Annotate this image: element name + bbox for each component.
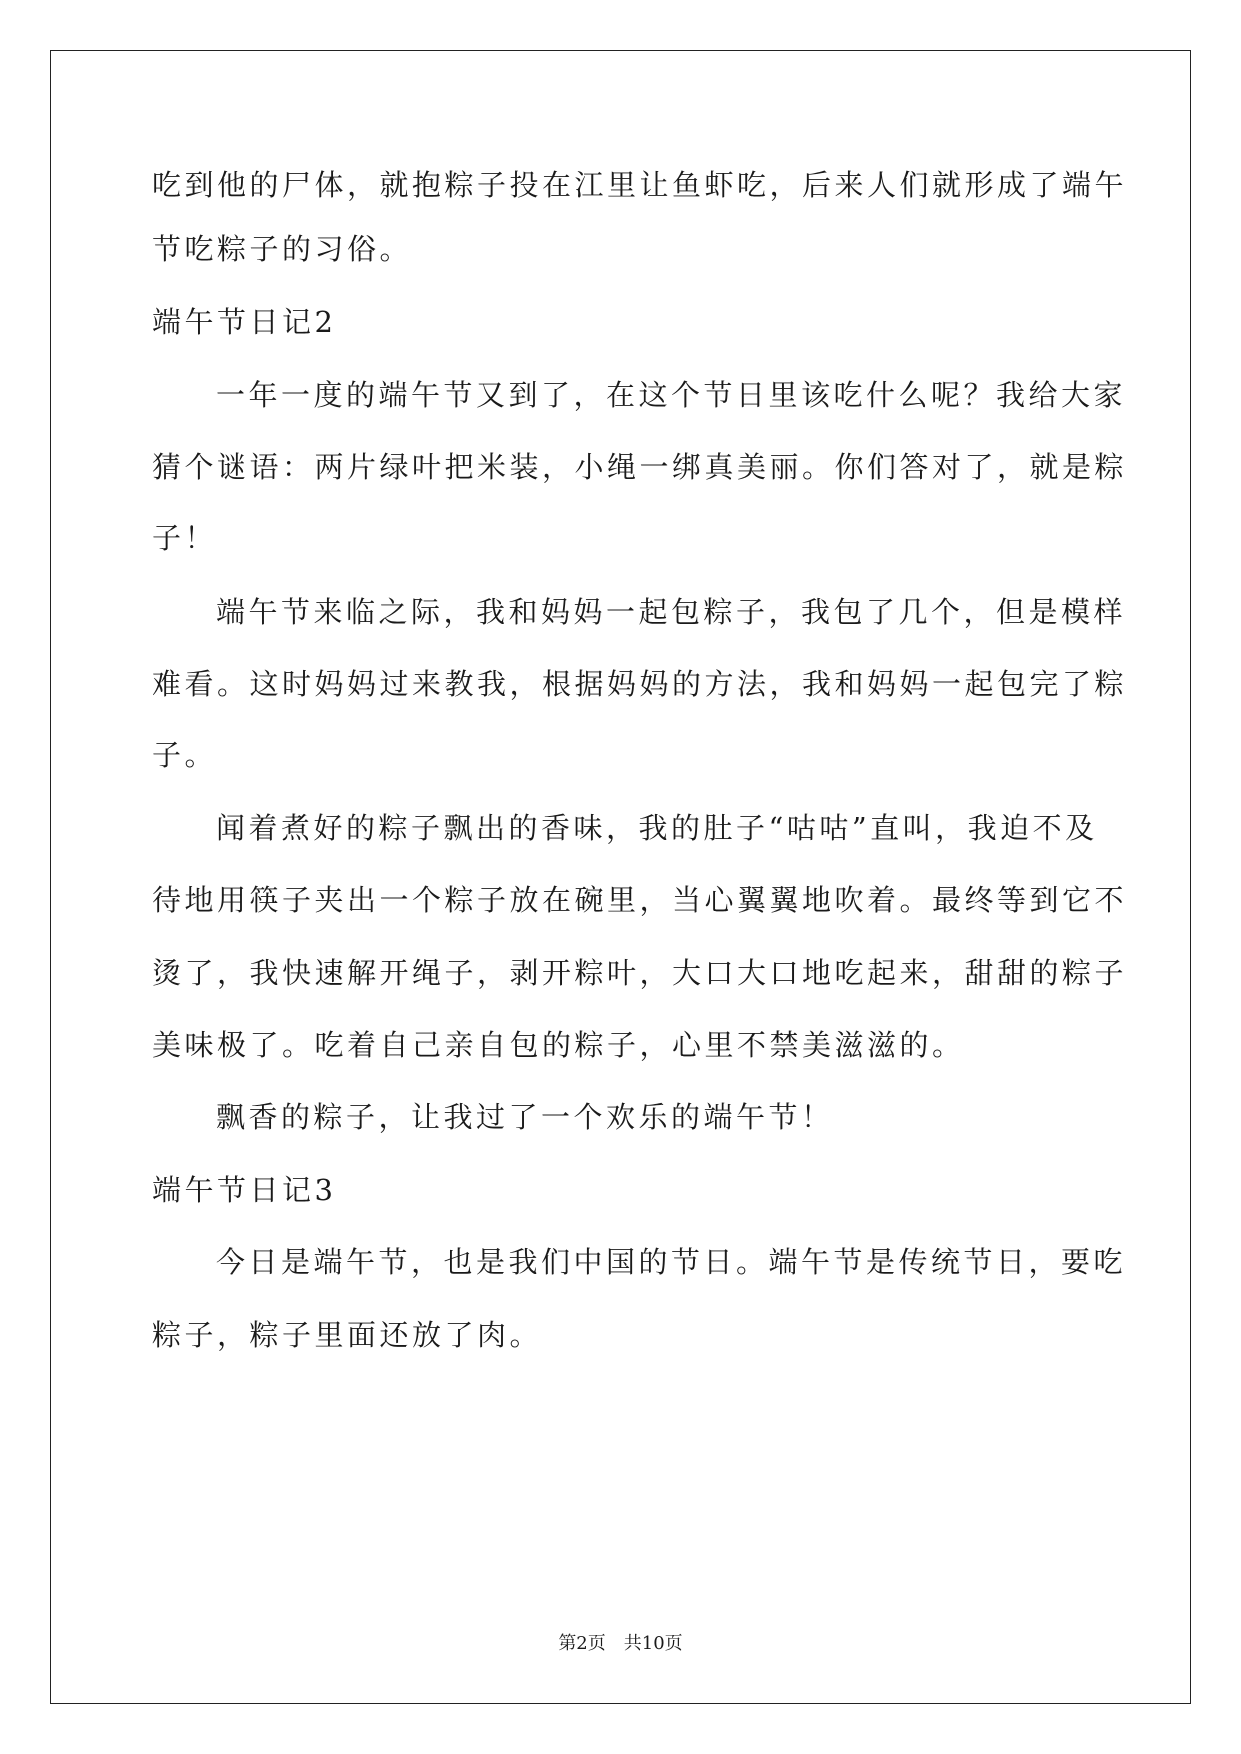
paragraph-line: 猜个谜语：两片绿叶把米装，小绳一绑真美丽。你们答对了，就是粽 [152,450,1128,484]
page-border [50,50,1191,1704]
section-heading: 端午节日记2 [152,305,337,339]
paragraph-line: 节吃粽子的习俗。 [152,232,413,266]
page-total: 共10页 [623,1633,683,1654]
paragraph-line: 子。 [152,738,218,772]
paragraph-line: 粽子，粽子里面还放了肉。 [152,1318,543,1352]
paragraph-line: 闻着煮好的粽子飘出的香味，我的肚子“咕咕”直叫，我迫不及 [216,811,1098,845]
page-footer [0,1632,1241,1656]
section-heading: 端午节日记3 [152,1173,337,1207]
page-number: 第2页 [558,1633,606,1654]
paragraph-line: 难看。这时妈妈过来教我，根据妈妈的方法，我和妈妈一起包完了粽 [152,667,1128,701]
paragraph-line: 飘香的粽子，让我过了一个欢乐的端午节！ [216,1100,834,1134]
paragraph-line: 美味极了。吃着自己亲自包的粽子，心里不禁美滋滋的。 [152,1028,965,1062]
paragraph-line: 今日是端午节，也是我们中国的节日。端午节是传统节日，要吃 [216,1245,1127,1279]
paragraph-line: 端午节来临之际，我和妈妈一起包粽子，我包了几个，但是模样 [216,595,1127,629]
paragraph-line: 吃到他的尸体，就抱粽子投在江里让鱼虾吃，后来人们就形成了端午 [152,168,1128,202]
paragraph-line: 待地用筷子夹出一个粽子放在碗里，当心翼翼地吹着。最终等到它不 [152,883,1128,917]
paragraph-line: 子！ [152,521,218,555]
paragraph-line: 烫了，我快速解开绳子，剥开粽叶，大口大口地吃起来，甜甜的粽子 [152,956,1128,990]
paragraph-line: 一年一度的端午节又到了，在这个节日里该吃什么呢？我给大家 [216,378,1127,412]
